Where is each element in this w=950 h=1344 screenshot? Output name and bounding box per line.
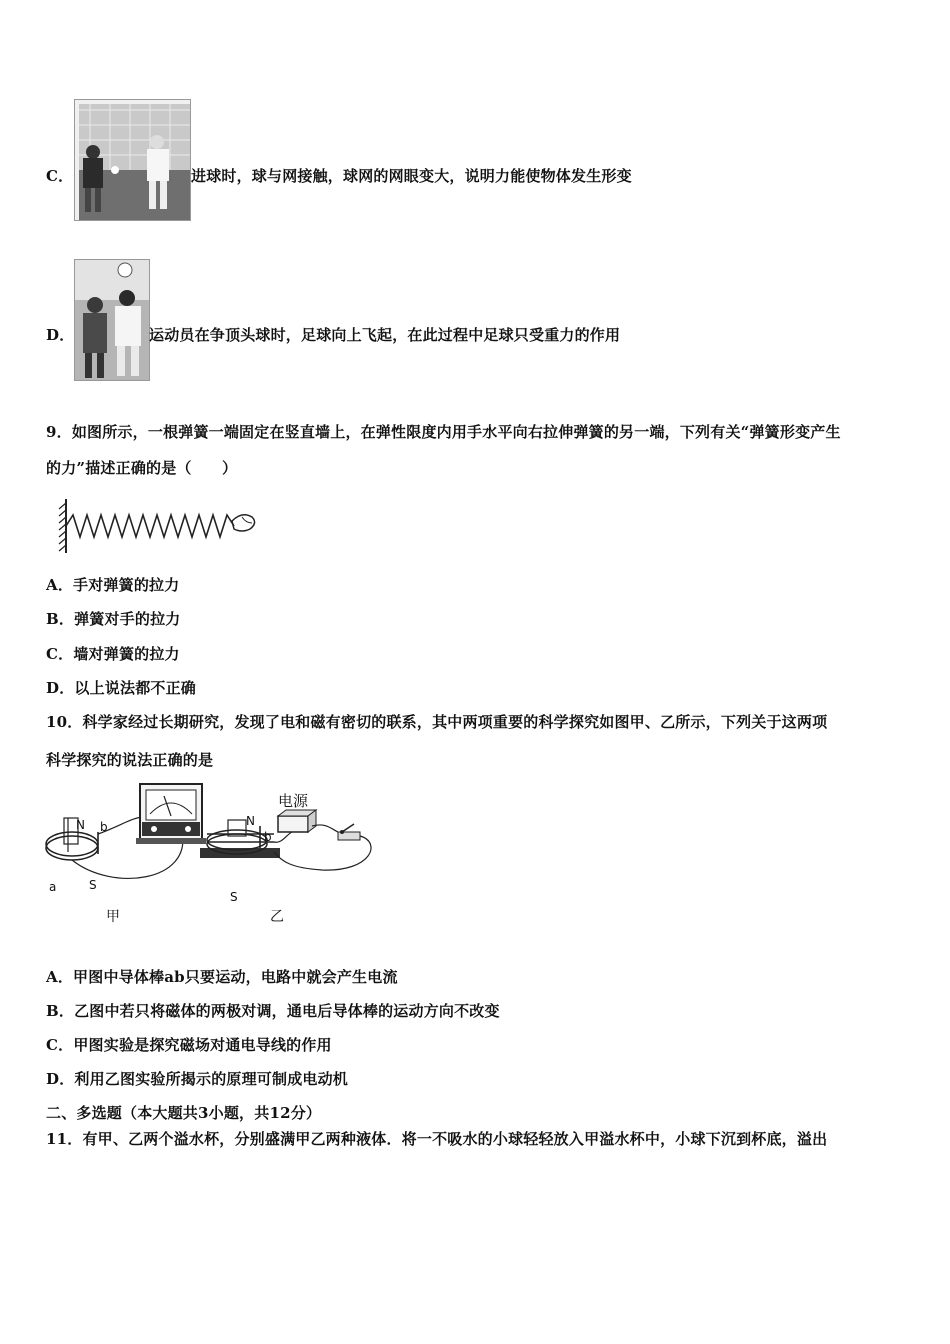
jia-label-b: b (100, 820, 108, 834)
jia-label-n: N (76, 818, 85, 832)
q9-option-b: B．弹簧对手的拉力 (46, 610, 181, 628)
q8-option-c-letter: C． (46, 167, 74, 185)
power-supply-icon (278, 810, 316, 832)
q9-option-a: A．手对弹簧的拉力 (46, 576, 180, 594)
q8-option-c-text: 进球时，球与网接触，球网的网眼变大，说明力能使物体发生形变 (191, 167, 632, 185)
section-heading-multiple-choice: 二、多选题（本大题共3小题，共12分） (46, 1104, 322, 1122)
heading-ball-photo-icon (74, 259, 150, 381)
jia-label-a: a (49, 880, 57, 894)
yi-label-n: N (246, 814, 255, 828)
q10-stem-line1: 10．科学家经过长期研究，发现了电和磁有密切的联系，其中两项重要的科学探究如图甲、乙所示，下列关于这两项 (46, 713, 828, 731)
q8-option-d-text: 运动员在争顶头球时，足球向上飞起，在此过程中足球只受重力的作用 (149, 326, 621, 344)
jia-caption: 甲 (106, 909, 120, 925)
q8-option-d-letter: D． (46, 326, 75, 344)
q9-option-d: D．以上说法都不正确 (46, 679, 197, 697)
yi-caption: 乙 (270, 909, 284, 925)
spring-wall-hand-figure-icon (56, 495, 260, 555)
jia-horseshoe-magnet-icon (46, 818, 98, 860)
electromagnetism-figure (42, 782, 382, 930)
switch-icon (338, 824, 360, 840)
q10-option-c: C．甲图实验是探究磁场对通电导线的作用 (46, 1036, 332, 1054)
q9-stem-line1: 9．如图所示，一根弹簧一端固定在竖直墙上，在弹性限度内用手水平向右拉伸弹簧的另一端，下列有关“弹簧形变产生 (46, 423, 841, 441)
galvanometer-icon (136, 784, 206, 844)
q9-option-c: C．墙对弹簧的拉力 (46, 645, 180, 663)
q11-stem-line1: 11．有甲、乙两个溢水杯，分别盛满甲乙两种液体．将一不吸水的小球轻轻放入甲溢水杯中，小球下沉到杯底，溢出 (46, 1130, 828, 1148)
q10-option-d: D．利用乙图实验所揭示的原理可制成电动机 (46, 1070, 349, 1088)
q10-option-b: B．乙图中若只将磁体的两极对调，通电后导体棒的运动方向不改变 (46, 1002, 500, 1020)
q10-option-a: A．甲图中导体棒ab只要运动，电路中就会产生电流 (46, 968, 398, 986)
yi-label-b: b (264, 830, 272, 844)
q10-stem-line2: 科学探究的说法正确的是 (46, 751, 214, 769)
jia-label-s: S (89, 878, 97, 892)
q9-stem-line2: 的力”描述正确的是（ ） (46, 459, 238, 477)
soccer-goal-photo-icon (74, 99, 191, 221)
yi-label-power: 电源 (278, 792, 309, 810)
yi-label-s: S (230, 890, 238, 904)
